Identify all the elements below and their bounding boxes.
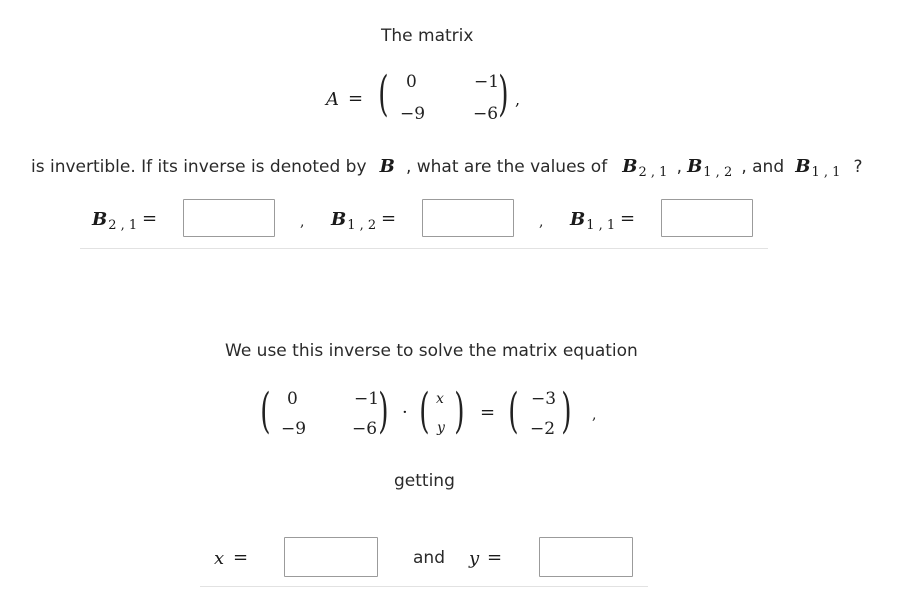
intro-heading: The matrix — [381, 26, 474, 46]
eq-result-left-paren: ( — [508, 383, 519, 439]
eq-result-right-paren: ) — [561, 383, 572, 439]
question-b11-sub: 1 , 1 — [811, 165, 841, 180]
question-part2: , what are the values of — [405, 157, 608, 177]
answer-b11-label-group — [570, 209, 616, 233]
eq-vector-right-paren: ) — [454, 383, 465, 439]
matrix-a-name: A — [326, 89, 339, 110]
matrix-a-left-paren: ( — [378, 66, 389, 122]
eq-matrix-entry-12: −1 — [354, 389, 380, 409]
answer-b11-equals: = — [620, 208, 636, 229]
answer-b11-label: B — [570, 209, 586, 230]
y-input[interactable] — [539, 537, 633, 577]
eq-matrix-entry-11: 0 — [287, 389, 298, 409]
eq-result-1: −3 — [531, 389, 557, 409]
solution-row-divider — [200, 586, 648, 587]
question-b11-label: B — [795, 156, 811, 177]
b21-input[interactable] — [183, 199, 275, 237]
answer-row-comma-1: , — [300, 214, 305, 230]
answer-b12-label: B — [331, 209, 347, 230]
matrix-a-right-paren: ) — [498, 66, 509, 122]
eq-matrix-left-paren: ( — [260, 383, 271, 439]
answer-row-divider — [80, 248, 768, 249]
question-line — [31, 156, 863, 180]
eq-result-2: −2 — [530, 419, 556, 439]
question-mark: ? — [853, 157, 863, 177]
question-sep: , — [676, 157, 682, 177]
answer-row-comma-2: , — [539, 214, 544, 230]
eq-matrix-entry-21: −9 — [281, 419, 307, 439]
answer-b12-equals: = — [381, 208, 397, 229]
matrix-a-entry-11: 0 — [406, 72, 417, 92]
answer-b12-label-group — [331, 209, 377, 233]
question-part3: , and — [741, 157, 785, 177]
question-b21-label: B — [622, 156, 638, 177]
solution-and: and — [413, 548, 445, 568]
eq-trailing-comma: , — [592, 407, 597, 423]
matrix-a-entry-22: −6 — [473, 104, 499, 124]
eq-matrix-entry-22: −6 — [352, 419, 378, 439]
question-part1: is invertible. If its inverse is denoted by — [31, 157, 367, 177]
matrix-a-entry-12: −1 — [474, 72, 500, 92]
eq-vector-x: x — [436, 391, 444, 407]
answer-b21-sub: 2 , 1 — [108, 218, 138, 233]
equation-intro: We use this inverse to solve the matrix equation — [225, 341, 638, 361]
solution-y-equals: = — [487, 547, 503, 568]
answer-b11-sub: 1 , 1 — [586, 218, 616, 233]
eq-matrix-right-paren: ) — [378, 383, 389, 439]
eq-vector-left-paren: ( — [419, 383, 430, 439]
matrix-a-comma: , — [515, 90, 521, 109]
question-b12-label: B — [687, 156, 703, 177]
eq-equals: = — [480, 402, 496, 423]
matrix-a-equals: = — [348, 88, 364, 109]
answer-b21-equals: = — [142, 208, 158, 229]
matrix-a-entry-21: −9 — [400, 104, 426, 124]
eq-dot: · — [402, 402, 408, 423]
answer-b21-label-group — [92, 209, 138, 233]
x-input[interactable] — [284, 537, 378, 577]
question-b12-sub: 1 , 2 — [703, 165, 733, 180]
solution-y-label: y — [469, 548, 480, 569]
answer-b21-label: B — [92, 209, 108, 230]
b11-input[interactable] — [661, 199, 753, 237]
question-inverse-name: B — [379, 156, 395, 177]
solution-x-label: x — [214, 548, 225, 569]
solution-x-equals: = — [233, 547, 249, 568]
eq-vector-y: y — [437, 420, 445, 436]
b12-input[interactable] — [422, 199, 514, 237]
answer-b12-sub: 1 , 2 — [347, 218, 377, 233]
getting-label: getting — [394, 471, 455, 491]
question-b21-sub: 2 , 1 — [638, 165, 668, 180]
